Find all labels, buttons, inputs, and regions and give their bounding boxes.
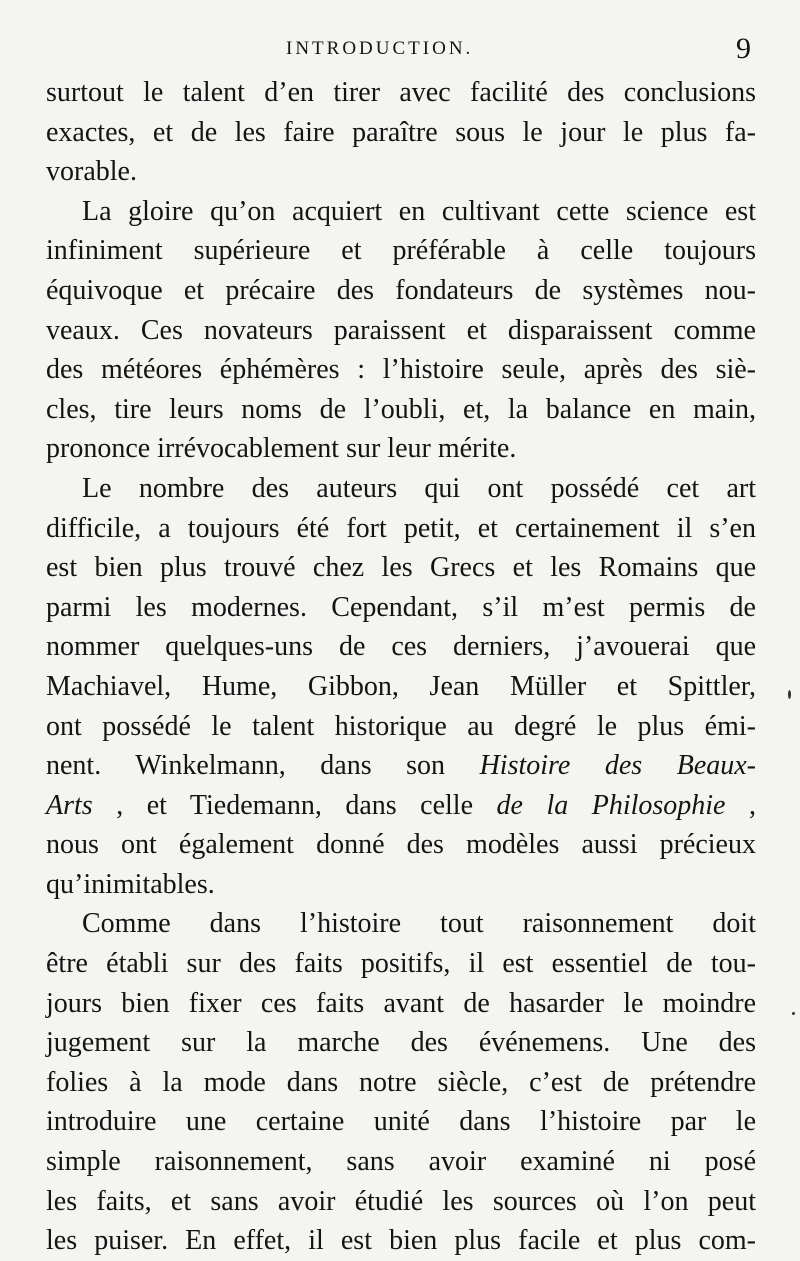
line-text: être établi sur des faits positifs, il est essentiel de tou- [46,948,756,980]
text-line [46,1182,756,1222]
line-text: est bien plus trouvé chez les Grecs et les Romains que [46,552,756,584]
line-text: cles, tire leurs noms de l’oubli, et, la balance en main, [46,393,756,425]
text-line [46,1221,756,1261]
text-line [46,548,756,588]
italic-title-text: Arts [46,789,93,821]
running-head: INTRODUCTION. [286,38,474,59]
text-line [46,73,756,113]
line-text: simple raisonnement, sans avoir examiné ni posé [46,1146,756,1178]
line-text: ont possédé le talent historique au degré le plus émi- [46,710,756,742]
text-line [46,192,756,232]
line-text: exactes, et de les faire paraître sous le jour le plus fa- [46,116,756,148]
line-text: introduire une certaine unité dans l’histoire par le [46,1106,756,1138]
text-line [46,1023,756,1063]
text-line [46,113,756,153]
line-text: les faits, et sans avoir étudié les sources où l’on peut [46,1185,756,1217]
line-text: Comme dans l’histoire tout raisonnement doit [82,908,756,940]
line-text: , et Tiedemann, dans celle [92,789,497,821]
line-text: prononce irrévocablement sur leur mérite. [46,433,517,465]
line-text: nous ont également donné des modèles aussi précieux [46,829,756,861]
text-line [46,390,756,430]
italic-title-text: de la Philosophie [496,789,726,821]
line-text: jugement sur la marche des événemens. Une des [46,1027,756,1059]
text-line [46,271,756,311]
line-text: parmi les modernes. Cependant, s’il m’est permis de [46,591,756,623]
italic-title-text: Histoire des Beaux- [479,750,756,782]
line-text: nent. Winkelmann, dans son [46,750,480,782]
text-line [46,231,756,271]
text-line [46,786,756,826]
text-line [46,152,756,192]
text-line [46,944,756,984]
line-text: jours bien fixer ces faits avant de hasarder le moindre [46,987,756,1019]
text-line [46,588,756,628]
line-text: folies à la mode dans notre siècle, c’est de prétendre [46,1066,756,1098]
line-text: qu’inimitables. [46,868,215,900]
text-line [46,667,756,707]
line-text: équivoque et précaire des fondateurs de systèmes nou- [46,274,756,306]
line-text: surtout le talent d’en tirer avec facilité des conclusions [46,77,756,108]
line-text: les puiser. En effet, il est bien plus facile et plus com- [46,1225,756,1257]
body-text [46,73,756,1261]
line-text: des météores éphémères : l’histoire seule, après des siè- [46,354,756,386]
line-text: , [725,789,756,821]
line-text: Le nombre des auteurs qui ont possédé cet art [82,472,756,504]
page-number: 9 [736,32,751,65]
line-text: vorable. [46,156,137,188]
text-line [46,1102,756,1142]
line-text: veaux. Ces novateurs paraissent et disparaissent comme [46,314,756,346]
text-line [46,1063,756,1103]
text-line [46,746,756,786]
text-line [46,350,756,390]
text-line [46,509,756,549]
text-line [46,1142,756,1182]
text-line [46,469,756,509]
line-text: Machiavel, Hume, Gibbon, Jean Müller et Spittler, [46,670,756,702]
line-text: La gloire qu’on acquiert en cultivant cette science est [82,195,756,227]
text-line [46,311,756,351]
text-line [46,865,756,905]
text-line [46,707,756,747]
line-text: infiniment supérieure et préférable à celle toujours [46,235,756,267]
line-text: difficile, a toujours été fort petit, et certainement il s’en [46,512,756,544]
text-line [46,904,756,944]
text-line [46,627,756,667]
line-text: nommer quelques-uns de ces derniers, j’avouerai que [46,631,756,663]
text-line [46,825,756,865]
page-header [0,28,800,78]
ink-speck [792,1012,795,1015]
ink-speck [788,690,791,699]
text-line [46,429,756,469]
text-line [46,984,756,1024]
